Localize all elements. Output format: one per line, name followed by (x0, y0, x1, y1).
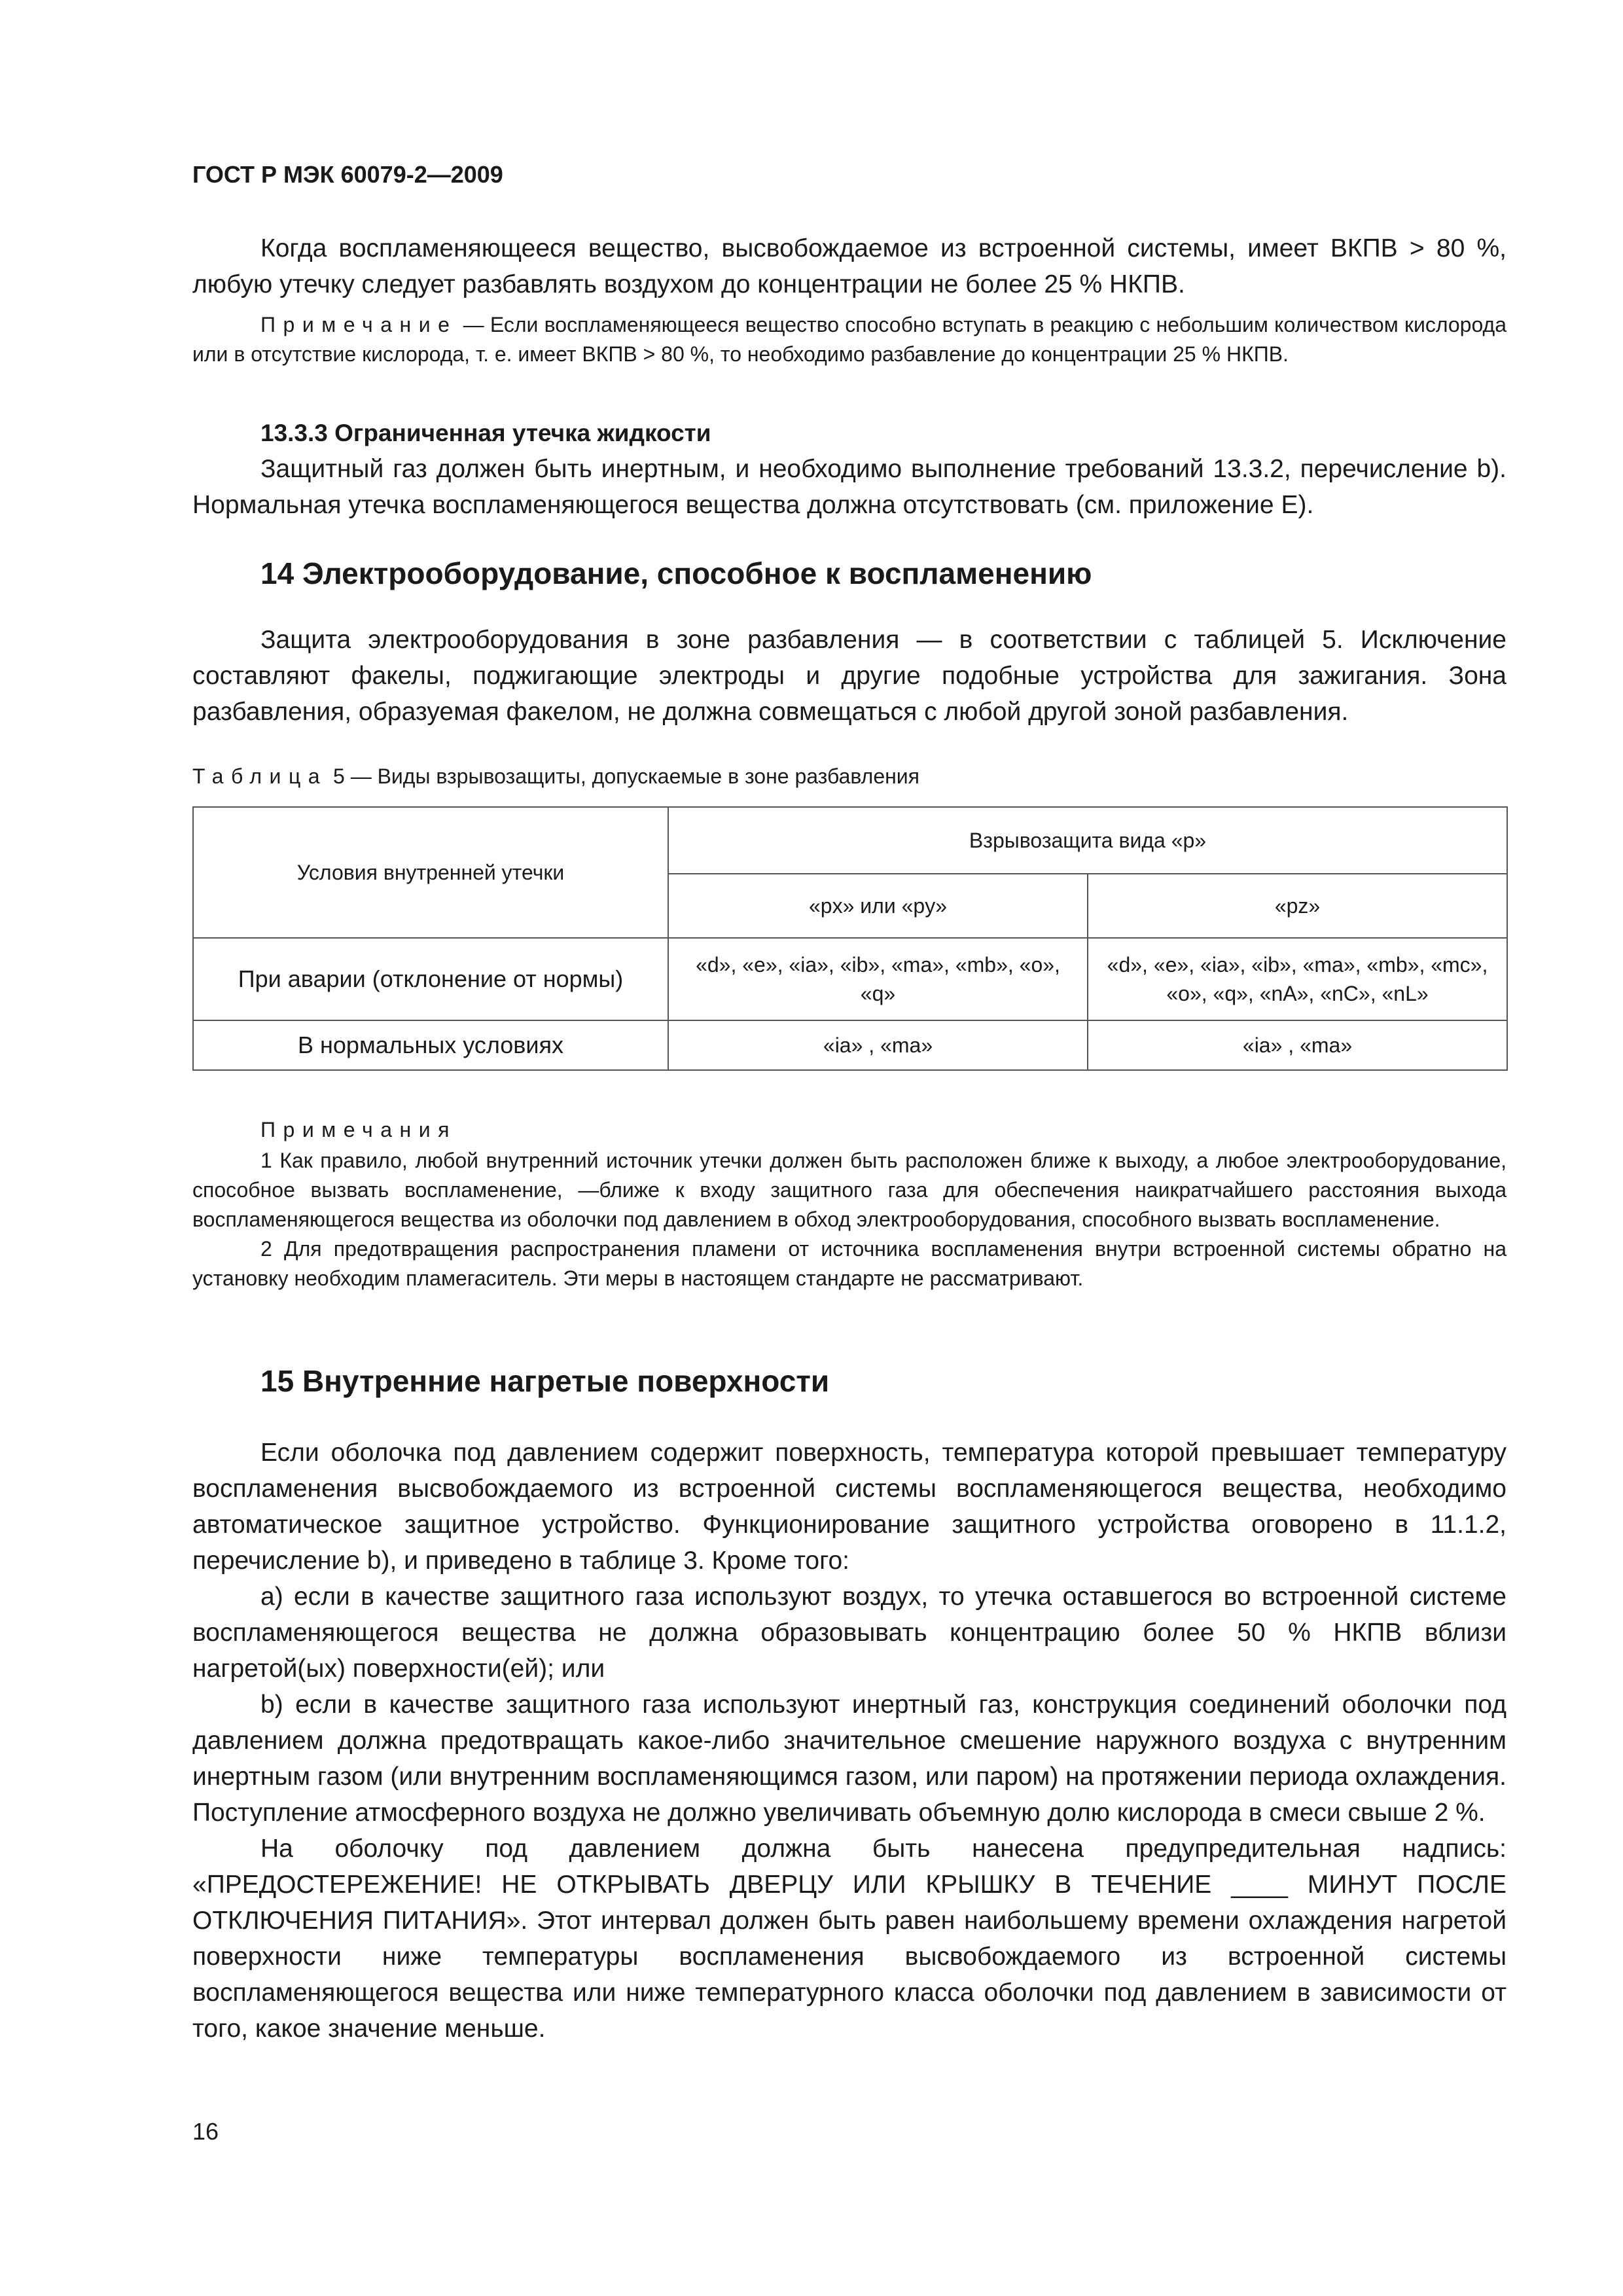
table-5-caption (192, 762, 1507, 791)
cell-pz: «d», «e», «ia», «ib», «ma», «mb», «mc», «o», «q», «nA», «nC», «nL» (1088, 938, 1507, 1020)
intro-paragraph: Когда воспламеняющееся вещество, высвобождаемое из встроенной системы, имеет ВКПВ > 80 %, любую утечку следует разбавлять воздухом до концентрации не более 25 % НКПВ. (192, 234, 1507, 298)
note-text: — Если воспламеняющееся вещество способно вступать в реакцию с небольшим количеством кислорода или в отсутствие кислорода, т. е. имеет ВКПВ > 80 %, то необходимо разбавление до концентрации 25 % НКПВ. (192, 313, 1507, 366)
table-caption-label: Таблица (192, 764, 328, 788)
section-15-item-b: b) если в качестве защитного газа используют инертный газ, конструкция соединений оболочки под давлением должна предотвращать какое-либо значительное смешение наружного воздуха с внутренним инертным газом (или внутренним воспламеняющимся газом, или паром) на протяжении периода охлаждения. Поступление атмосферного воздуха не должно увеличивать объемную долю кислорода в смеси свыше 2 %. (192, 1691, 1507, 1827)
section-14-text: Защита электрооборудования в зоне разбавления — в соответствии с таблицей 5. Исключение составляют факелы, поджигающие электроды и другие подобные устройства для зажигания. Зона разбавления, образуемая факелом, не должна совмещаться с любой другой зоной разбавления. (192, 626, 1507, 726)
section-13-3-3 (192, 415, 1507, 523)
table-caption-text: 5 — Виды взрывозащиты, допускаемые в зоне разбавления (333, 764, 919, 788)
header-px-py: «px» или «py» (668, 874, 1088, 938)
row-label: В нормальных условиях (193, 1020, 668, 1070)
cell-px-py: «ia» , «ma» (668, 1020, 1088, 1070)
section-14 (192, 554, 1507, 593)
section-15-para-1: Если оболочка под давлением содержит поверхность, температура которой превышает температуру воспламенения высвобождаемого из встроенной системы воспламеняющегося вещества, необходимо автоматическое защитное устройство. Функционирование защитного устройства оговорено в 11.1.2, перечисление b), и приведено в таблице 3. Кроме того: (192, 1439, 1507, 1575)
table-row (193, 1020, 1507, 1070)
cell-pz: «ia» , «ma» (1088, 1020, 1507, 1070)
section-14-title: 14 Электрооборудование, способное к воспламенению (260, 556, 1092, 590)
header-pz: «pz» (1088, 874, 1507, 938)
row-label: При аварии (отклонение от нормы) (193, 938, 668, 1020)
section-13-3-3-title: 13.3.3 Ограниченная утечка жидкости (260, 420, 711, 446)
header-protection-group: Взрывозащита вида «р» (668, 807, 1507, 874)
table-row (193, 938, 1507, 1020)
document-header: ГОСТ Р МЭК 60079-2—2009 (192, 161, 503, 188)
section-13-3-3-text: Защитный газ должен быть инертным, и необходимо выполнение требований 13.3.2, перечисление b). Нормальная утечка воспламеняющегося вещества должна отсутствовать (см. приложение Е). (192, 455, 1507, 519)
section-15-item-a: а) если в качестве защитного газа используют воздух, то утечка оставшегося во встроенной системе воспламеняющегося вещества не должна образовывать концентрацию более 50 % НКПВ вблизи нагретой(ых) поверхности(ей); или (192, 1583, 1507, 1683)
table-5 (192, 806, 1507, 1071)
header-conditions: Условия внутренней утечки (193, 807, 668, 938)
section-15-body (192, 1435, 1507, 2047)
note-1: 1 Как правило, любой внутренний источник утечки должен быть расположен ближе к выходу, а любое электрооборудование, способное вызвать воспламенение, —ближе к входу защитного газа для обеспечения наикратчайшего расстояния выхода воспламеняющегося вещества из оболочки под давлением в обход электрооборудования, способного вызвать воспламенение. (192, 1149, 1507, 1231)
note-2: 2 Для предотвращения распространения пламени от источника воспламенения внутри встроенной системы обратно на установку необходим пламегаситель. Эти меры в настоящем стандарте не рассматривают. (192, 1237, 1507, 1290)
notes-title: Примечания (260, 1118, 457, 1141)
page-number: 16 (192, 2118, 219, 2145)
section-15-title: 15 Внутренние нагретые поверхности (260, 1364, 830, 1398)
section-15 (192, 1361, 1507, 1401)
note-label: Примечание (260, 313, 457, 336)
section-15-warning: На оболочку под давлением должна быть нанесена предупредительная надпись: «ПРЕДОСТЕРЕЖЕНИЕ! НЕ ОТКРЫВАТЬ ДВЕРЦУ ИЛИ КРЫШКУ В ТЕЧЕНИЕ ____ МИНУТ ПОСЛЕ ОТКЛЮЧЕНИЯ ПИТАНИЯ». Этот интервал должен быть равен наибольшему времени охлаждения нагретой поверхности ниже температуры воспламенения высвобождаемого из встроенной системы воспламеняющегося вещества или ниже температурного класса оболочки под давлением в зависимости от того, какое значение меньше. (192, 1835, 1507, 2043)
table-notes (192, 1118, 1507, 1293)
cell-px-py: «d», «e», «ia», «ib», «ma», «mb», «o», «q» (668, 938, 1088, 1020)
intro-note (192, 310, 1507, 369)
